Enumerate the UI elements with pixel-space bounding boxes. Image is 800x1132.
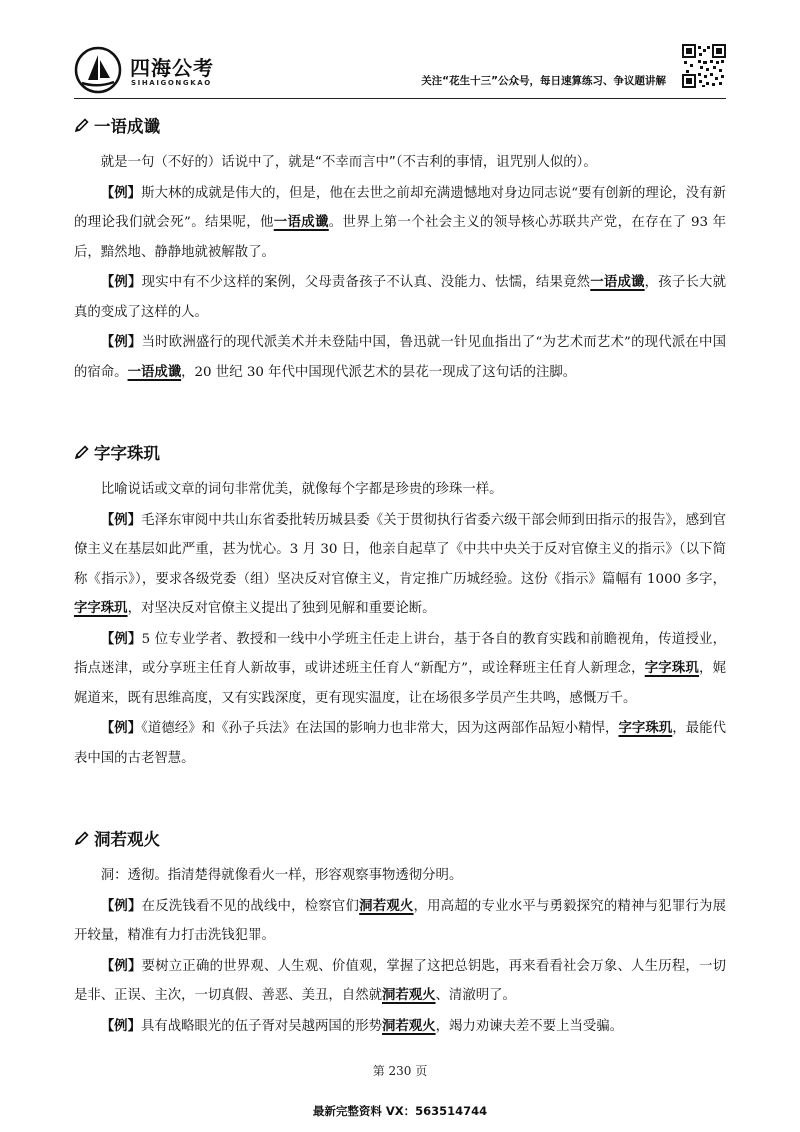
example-text: 现实中有不少这样的案例，父母责备孩子不认真、没能力、怯懦，结果竟然 bbox=[141, 275, 591, 290]
keyword: 洞若观火 bbox=[381, 988, 436, 1003]
example bbox=[74, 506, 726, 624]
keyword: 字字珠玑 bbox=[618, 721, 673, 736]
qr-code-icon bbox=[682, 44, 726, 88]
example-label: 【例】 bbox=[100, 185, 142, 201]
section-title-text: 字字珠玑 bbox=[94, 444, 160, 463]
example-text: ，孩子长大就真的变成了这样的人。 bbox=[74, 275, 727, 320]
example-text: ，对坚决反对官僚主义提出了独到见解和重要论断。 bbox=[127, 601, 436, 616]
example-label: 【例】 bbox=[100, 275, 142, 290]
example bbox=[74, 179, 726, 268]
definition: 比喻说话或文章的词句非常优美，就像每个字都是珍贵的珍珠一样。 bbox=[100, 482, 503, 497]
header-notice: 关注“花生十三”公众号，每日速算练习、争议题讲解 bbox=[421, 75, 666, 87]
example-text: 要树立正确的世界观、人生观、价值观，掌握了这把总钥匙，再来看看社会万象、人生历程，一切是非、正误、主次，一切真假、善恶、美丑，自然就 bbox=[74, 958, 727, 1003]
example-text: ，最能代表中国的古老智慧。 bbox=[74, 721, 727, 766]
example-text: 当时欧洲盛行的现代派美术并未登陆中国，鲁迅就一针见血指出了“为艺术而艺术”的现代派在中国的宿命。 bbox=[74, 335, 726, 380]
section-title bbox=[74, 110, 726, 140]
section-title-text: 一语成谶 bbox=[94, 117, 160, 136]
header-divider bbox=[74, 98, 726, 99]
example bbox=[74, 328, 726, 387]
page-header bbox=[74, 40, 726, 98]
example-label: 【例】 bbox=[100, 958, 142, 974]
definition: 就是一句（不好的）话说中了，就是“不幸而言中”（不吉利的事情，诅咒别人似的）。 bbox=[100, 155, 597, 170]
example-label: 【例】 bbox=[100, 1018, 141, 1034]
keyword: 一语成谶 bbox=[590, 275, 645, 290]
keyword: 洞若观火 bbox=[359, 898, 414, 914]
example-text: ，20 世纪 30 年代中国现代派艺术的昙花一现成了这句话的注脚。 bbox=[181, 364, 577, 380]
page-content bbox=[74, 110, 726, 1091]
example-text: ，娓娓道来，既有思维高度，又有实践深度，更有现实温度，让在场很多学员产生共鸣，感慨万千。 bbox=[74, 661, 726, 706]
keyword: 一语成谶 bbox=[273, 215, 329, 230]
page-number: 第 230 页 bbox=[372, 1064, 428, 1078]
example-text: 毛泽东审阅中共山东省委批转历城县委《关于贯彻执行省委六级干部会师到田指示的报告》，感到官僚主义在基层如此严重，甚为忧心。3 月 30 日，他亲自起草了《中共中央关于反对官僚主义的指示》（以下简称《指示》），要求各级党委（组）坚决反对官僚主义，肯定推广历城经验。这份《指示》篇幅有 1000 多字， bbox=[74, 512, 727, 587]
example bbox=[74, 1012, 726, 1042]
section-title-text: 洞若观火 bbox=[94, 830, 160, 849]
pencil-icon bbox=[74, 117, 90, 133]
example-text: ，用高超的专业水平与勇毅探究的精神与犯罪行为展开较量，精准有力打击洗钱犯罪。 bbox=[74, 898, 727, 943]
logo-subtitle: SIHAIGONGKAO bbox=[131, 79, 212, 87]
definition: 洞：透彻。指清楚得就像看火一样，形容观察事物透彻分明。 bbox=[100, 868, 463, 883]
example-label: 【例】 bbox=[100, 512, 142, 528]
footer-note: 最新完整资料 VX：563514744 bbox=[312, 1104, 488, 1118]
section-title bbox=[74, 823, 726, 853]
example-label: 【例】 bbox=[100, 631, 142, 647]
example-text: 斯大林的成就是伟大的，但是，他在去世之前却充满遗憾地对身边同志说“要有创新的理论，没有新的理论我们就会死”。结果呢，他 bbox=[74, 185, 726, 230]
pencil-icon bbox=[74, 444, 90, 460]
example-text: 在反洗钱看不见的战线中，检察官们 bbox=[141, 898, 360, 914]
example-text: 具有战略眼光的伍子胥对吴越两国的形势 bbox=[140, 1018, 382, 1034]
logo-text: 四海公考 bbox=[130, 56, 214, 80]
keyword: 字字珠玑 bbox=[644, 661, 700, 676]
pencil-icon bbox=[74, 830, 90, 846]
example bbox=[74, 268, 726, 327]
example-label: 【例】 bbox=[100, 898, 142, 914]
example bbox=[74, 625, 726, 714]
sailboat-logo-icon bbox=[74, 46, 122, 94]
section-yiyuchengchen bbox=[74, 110, 726, 387]
example-label: 【例】 bbox=[100, 335, 142, 350]
example-text: 5 位专业学者、教授和一线中小学班主任走上讲台，基于各自的教育实践和前瞻视角，传道授业，指点迷津，或分享班主任育人新故事，或讲述班主任育人“新配方”，或诠释班主任育人新理念， bbox=[74, 631, 726, 676]
keyword: 一语成谶 bbox=[127, 364, 182, 380]
keyword: 字字珠玑 bbox=[74, 601, 128, 616]
section-zizizhuji bbox=[74, 437, 726, 773]
example bbox=[74, 892, 726, 951]
section-title bbox=[74, 437, 726, 467]
keyword: 洞若观火 bbox=[382, 1018, 436, 1034]
example-text: 、清澈明了。 bbox=[435, 988, 516, 1003]
example bbox=[74, 952, 726, 1011]
example-text: 。世界上第一个社会主义的领导核心苏联共产党，在存在了 93 年后，黯然地、静静地就被解散了。 bbox=[74, 215, 726, 260]
example-text: 《道德经》和《孙子兵法》在法国的影响力也非常大，因为这两部作品短小精悍， bbox=[141, 721, 619, 736]
example bbox=[74, 714, 726, 773]
example-text: ，竭力劝谏夫差不要上当受骗。 bbox=[435, 1018, 624, 1034]
section-dongruoguanhuo bbox=[74, 823, 726, 1041]
example-label: 【例】 bbox=[100, 721, 142, 736]
